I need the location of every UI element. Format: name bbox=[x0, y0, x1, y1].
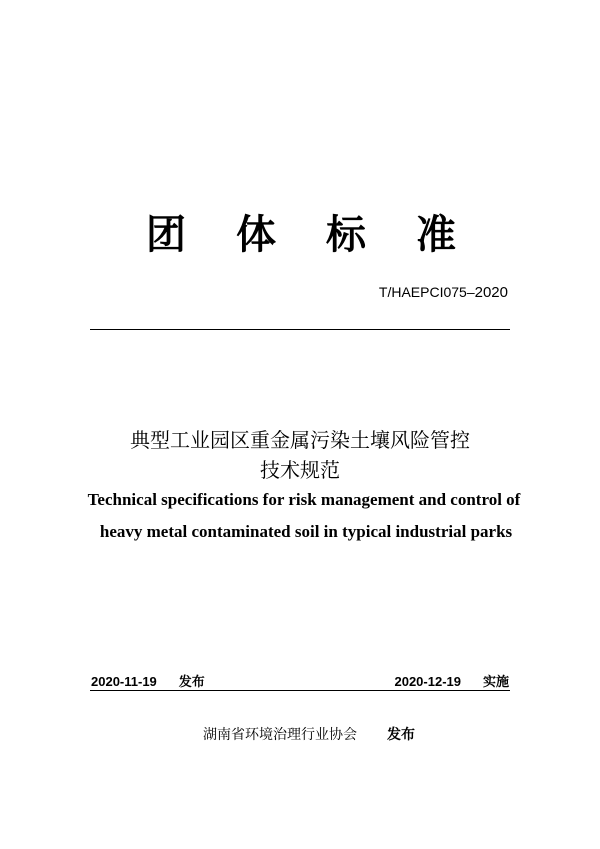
heading-char: 团 bbox=[146, 212, 186, 258]
publish-label: 发布 bbox=[178, 674, 205, 689]
top-divider bbox=[90, 329, 510, 330]
publisher-line bbox=[203, 724, 415, 744]
title-en-line1: Technical specifications for risk management and control of bbox=[87, 490, 521, 509]
heading-char: 体 bbox=[236, 212, 276, 258]
heading-char: 准 bbox=[416, 212, 456, 258]
standard-code bbox=[379, 284, 508, 301]
implement-date: 2020-12-19 bbox=[394, 674, 461, 689]
publish-date: 2020-11-19 bbox=[91, 674, 157, 689]
heading-char: 标 bbox=[326, 212, 366, 258]
title-en-line2: heavy metal contaminated soil in typical industrial parks bbox=[99, 522, 513, 541]
title-cn-line2: 技术规范 bbox=[260, 458, 340, 482]
implement-date-block bbox=[394, 671, 509, 690]
standard-code-prefix: T/HAEPCI075– bbox=[378, 284, 475, 300]
publish-date-block bbox=[91, 671, 205, 690]
title-cn-line1: 典型工业园区重金属污染土壤风险管控 bbox=[130, 428, 470, 452]
publisher-name: 湖南省环境治理行业协会 bbox=[203, 727, 357, 743]
implement-label: 实施 bbox=[482, 674, 509, 689]
bottom-divider bbox=[90, 690, 510, 691]
standard-type-heading bbox=[146, 203, 456, 260]
publisher-action: 发布 bbox=[387, 727, 415, 743]
standard-code-year: 2020 bbox=[474, 284, 508, 301]
